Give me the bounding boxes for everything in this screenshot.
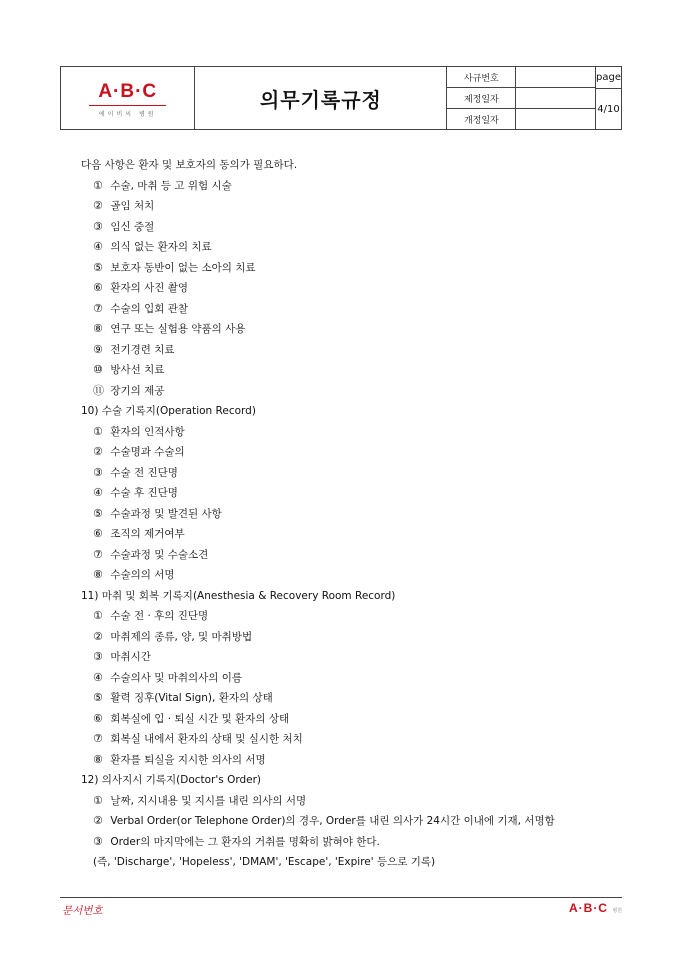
document-header [60, 66, 622, 130]
meta-value [516, 109, 595, 129]
item-number: ③ [93, 834, 103, 848]
list-item [81, 237, 626, 258]
item-text: 장기의 제공 [110, 384, 165, 397]
item-number: ⑪ [93, 383, 104, 397]
document-title: 의무기록규정 [195, 67, 447, 129]
consent-list [81, 176, 626, 402]
meta-label: 개정일자 [447, 109, 516, 129]
item-text: 방사선 치료 [110, 364, 165, 376]
item-number: ⑦ [93, 301, 103, 315]
item-text: 수술의의 서명 [110, 569, 175, 581]
item-text: 수술명과 수술의 [110, 446, 185, 458]
meta-grid [447, 67, 595, 129]
section-note: (즉, 'Discharge', 'Hopeless', 'DMAM', 'Escape', 'Expire' 등으로 기록) [93, 856, 436, 868]
item-number: ① [93, 424, 103, 438]
item-number: ⑦ [93, 732, 103, 745]
item-text: 연구 또는 실험용 약품의 사용 [110, 323, 246, 335]
list-item [81, 524, 626, 545]
item-text: 수술 전 진단명 [110, 466, 178, 479]
meta-row-regulation-no [447, 67, 595, 88]
item-text: 마취제의 종류, 양, 및 마취방법 [110, 630, 253, 643]
item-text: 수술 전 · 후의 진단명 [110, 610, 209, 622]
item-text: 회복실 내에서 환자의 상태 및 실시한 처치 [110, 733, 303, 745]
meta-value [516, 67, 595, 87]
list-item [81, 463, 626, 484]
list-item [81, 504, 626, 525]
hospital-logo [61, 67, 195, 129]
item-number: ③ [93, 650, 103, 663]
list-item [81, 381, 626, 402]
item-number: ④ [93, 670, 103, 684]
list-item [81, 832, 626, 853]
item-number: ⑤ [93, 260, 103, 274]
meta-value [516, 88, 595, 108]
list-item [81, 299, 626, 320]
item-number: ⑥ [93, 527, 103, 540]
footer-divider [60, 897, 622, 898]
item-number: ③ [93, 219, 103, 233]
footer-logo-sub: 병원 [612, 908, 622, 914]
list-item [81, 278, 626, 299]
item-number: ⑥ [93, 711, 103, 725]
item-number: ② [93, 199, 103, 212]
item-number: ③ [93, 465, 103, 479]
section-heading: 10) 수술 기록지(Operation Record) [81, 405, 256, 417]
list-item [81, 176, 626, 197]
list-item [81, 483, 626, 504]
list-item [81, 545, 626, 566]
item-text: Order의 마지막에는 그 환자의 거취를 명확히 밝혀야 한다. [110, 835, 380, 848]
meta-row-revised [447, 109, 595, 129]
item-number: ① [93, 793, 103, 807]
list-item [81, 442, 626, 463]
list-item [81, 627, 626, 648]
item-number: ④ [93, 486, 103, 499]
list-item [81, 647, 626, 668]
list-item [81, 217, 626, 238]
item-text: 수술과정 및 수술소견 [110, 548, 209, 561]
item-number: ④ [93, 240, 103, 253]
item-number: ⑧ [93, 568, 103, 581]
item-text: 전기경련 치료 [110, 343, 175, 356]
anesthesia-record-list [81, 606, 626, 770]
item-number: ⑨ [93, 342, 103, 356]
document-number-label: 문서번호 [62, 905, 103, 917]
list-item [81, 791, 626, 812]
document-body [81, 155, 626, 873]
item-text: Verbal Order(or Telephone Order)의 경우, Order를 내린 의사가 24시간 이내에 기재, 서명함 [110, 815, 555, 827]
item-text: 수술과정 및 발견된 사항 [110, 507, 222, 520]
footer-logo-text: A·B·C [568, 901, 608, 915]
item-number: ⑧ [93, 752, 103, 766]
list-item [81, 360, 626, 381]
item-text: 의식 없는 환자의 치료 [110, 241, 212, 253]
item-number: ② [93, 814, 103, 827]
item-text: 마취시간 [110, 651, 151, 663]
section-heading: 11) 마취 및 회복 기록지(Anesthesia & Recovery Room Record) [81, 589, 396, 602]
list-item [81, 422, 626, 443]
item-number: ⑩ [93, 363, 103, 376]
list-item [81, 606, 626, 627]
list-item [81, 565, 626, 586]
list-item [81, 258, 626, 279]
doctor-order-list [81, 791, 626, 853]
list-item [81, 688, 626, 709]
item-number: ⑥ [93, 281, 103, 294]
logo-text: A·B·C [98, 81, 158, 102]
list-item [81, 811, 626, 832]
list-item [81, 709, 626, 730]
meta-row-established [447, 88, 595, 109]
page-number: 4/10 [597, 103, 620, 115]
meta-label: 제정일자 [447, 88, 516, 108]
list-item [81, 196, 626, 217]
item-text: 조직의 제거여부 [110, 528, 185, 540]
item-number: ① [93, 609, 103, 622]
section-heading: 12) 의사지시 기록지(Doctor's Order) [81, 774, 261, 786]
page-label: page [596, 67, 621, 89]
item-text: 수술의사 및 마취의사의 이름 [110, 671, 243, 684]
item-text: 환자의 인적사항 [110, 425, 185, 438]
list-item [81, 729, 626, 750]
item-text: 날짜, 지시내용 및 지시를 내린 의사의 서명 [110, 794, 307, 807]
item-text: 보호자 동반이 없는 소아의 치료 [110, 261, 256, 274]
logo-underline [89, 105, 166, 106]
item-text: 수술의 입회 관찰 [110, 302, 189, 315]
item-text: 임신 중절 [110, 220, 155, 233]
list-item [81, 340, 626, 361]
item-number: ⑤ [93, 506, 103, 520]
item-number: ⑦ [93, 547, 103, 561]
list-item [81, 750, 626, 771]
item-text: 수술 후 진단명 [110, 487, 178, 499]
item-text: 수술, 마취 등 고 위험 시술 [110, 179, 232, 192]
item-number: ① [93, 178, 103, 192]
item-text: 환자의 사진 촬영 [110, 282, 189, 294]
item-number: ⑧ [93, 322, 103, 335]
intro-text: 다음 사항은 환자 및 보호자의 동의가 필요하다. [81, 159, 298, 171]
logo-subtext: 에이비씨 병원 [98, 111, 157, 118]
item-text: 회복실에 입 · 퇴실 시간 및 환자의 상태 [110, 712, 290, 725]
footer-logo [569, 901, 622, 915]
item-number: ② [93, 629, 103, 643]
item-text: 환자를 퇴실을 지시한 의사의 서명 [110, 753, 266, 766]
list-item [81, 319, 626, 340]
item-number: ⑤ [93, 691, 103, 704]
item-number: ② [93, 445, 103, 458]
operation-record-list [81, 422, 626, 586]
item-text: 골임 처치 [110, 200, 155, 212]
meta-label: 사규번호 [447, 67, 516, 87]
list-item [81, 668, 626, 689]
item-text: 활력 징후(Vital Sign), 환자의 상태 [110, 692, 273, 704]
page-cell [595, 67, 621, 129]
